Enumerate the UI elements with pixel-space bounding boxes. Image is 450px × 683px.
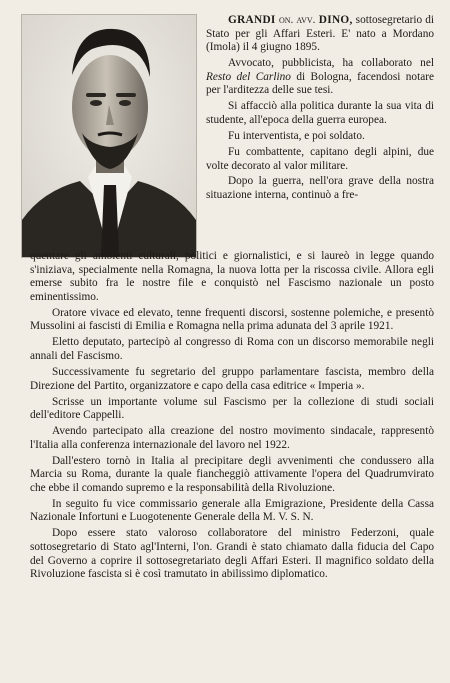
- bio-paragraph-13: In seguito fu vice commissario generale alla Emigrazione, Presidente della Cassa Nazionale Infortuni e Luogotenente Generale della M. V. S. N.: [30, 497, 434, 524]
- subject-name: GRANDI: [228, 14, 279, 26]
- p2-text-b: di Bologna, facendosi notare per l'arditezza delle sue tesi.: [206, 70, 435, 97]
- portrait-image: [22, 15, 196, 257]
- bio-paragraph-8: Eletto deputato, partecipò al congresso di Roma con un discorso memorabile negli annali del Fascismo.: [30, 336, 434, 362]
- bio-paragraph-14: Dopo essere stato valoroso collaboratore del ministro Federzoni, quale sottosegretario di Stato agl'Interni, l'on. Grandi è stato chiamato dalla fiducia del Capo del Governo a coprire il sottosegretariato degli Affari Esteri. Il magnifico soldato della Rivoluzione fascista si è così tramutato in abilissimo diplomatico.: [30, 527, 434, 581]
- bio-paragraph-12: Dall'estero tornò in Italia al precipitare degli avvenimenti che condussero alla Marcia su Roma, durante la quale fiancheggiò attivamente l'opera del Quadrumvirato che ebbe il comando supremo e la responsabilità della Rivoluzione.: [30, 454, 434, 494]
- bio-paragraph-9: Successivamente fu segretario del gruppo parlamentare fascista, membro della Direzione del Partito, organizzatore e capo della casa editrice « Imperia ».: [30, 365, 434, 392]
- bio-paragraph-11: Avendo partecipato alla creazione del nostro movimento sindacale, rappresentò l'Italia alla conferenza internazionale del lavoro nel 1922.: [30, 425, 434, 451]
- newspaper-title: Resto del Carlino: [206, 70, 291, 83]
- portrait-photo: [21, 14, 197, 258]
- bio-paragraph-3: Si affacciò alla politica durante la sua vita di studente, all'epoca della guerra europea.: [206, 100, 434, 126]
- subject-surname: DINO,: [315, 14, 353, 26]
- text-column-full: [30, 250, 434, 584]
- bio-paragraph-2: [206, 57, 434, 98]
- bio-paragraph-7: Oratore vivace ed elevato, tenne frequenti discorsi, sostenne polemiche, e presentò Mussolini ai fascisti di Emilia e Romagna nella prima adunata del 3 aprile 1921.: [30, 306, 434, 333]
- bio-intro-paragraph: [206, 14, 434, 55]
- subject-honorific: on. avv.: [278, 14, 316, 26]
- p2-text-a: Avvocato, pubblicista, ha collaborato nel: [228, 57, 434, 70]
- bio-paragraph-6a: Dopo la guerra, nell'ora grave della nostra situazione interna, continuò a fre-: [206, 175, 434, 202]
- bio-paragraph-5: Fu combattente, capitano degli alpini, due volte decorato al valor militare.: [206, 145, 434, 172]
- bio-paragraph-10: Scrisse un importante volume sul Fascismo per la collezione di studi sociali dell'editore Cappelli.: [30, 395, 434, 422]
- intro-text: sottosegretario di Stato per gli Affari Esteri. E' nato a Mordano (Imola) il 4 giugno 1895.: [206, 14, 434, 54]
- bio-paragraph-4: Fu interventista, e poi soldato.: [228, 129, 365, 142]
- bio-paragraph-6b: quentare gli ambienti culturali, politici e giornalistici, e si laureò in legge quando s'iniziava, specialmente nella Romagna, la nuova lotta per la riscossa civile. Allora egli emerse subito fra le nostre file e conquistò nel Fascismo nazionale un posto eminentissimo.: [30, 250, 434, 303]
- text-column-right: [206, 14, 434, 205]
